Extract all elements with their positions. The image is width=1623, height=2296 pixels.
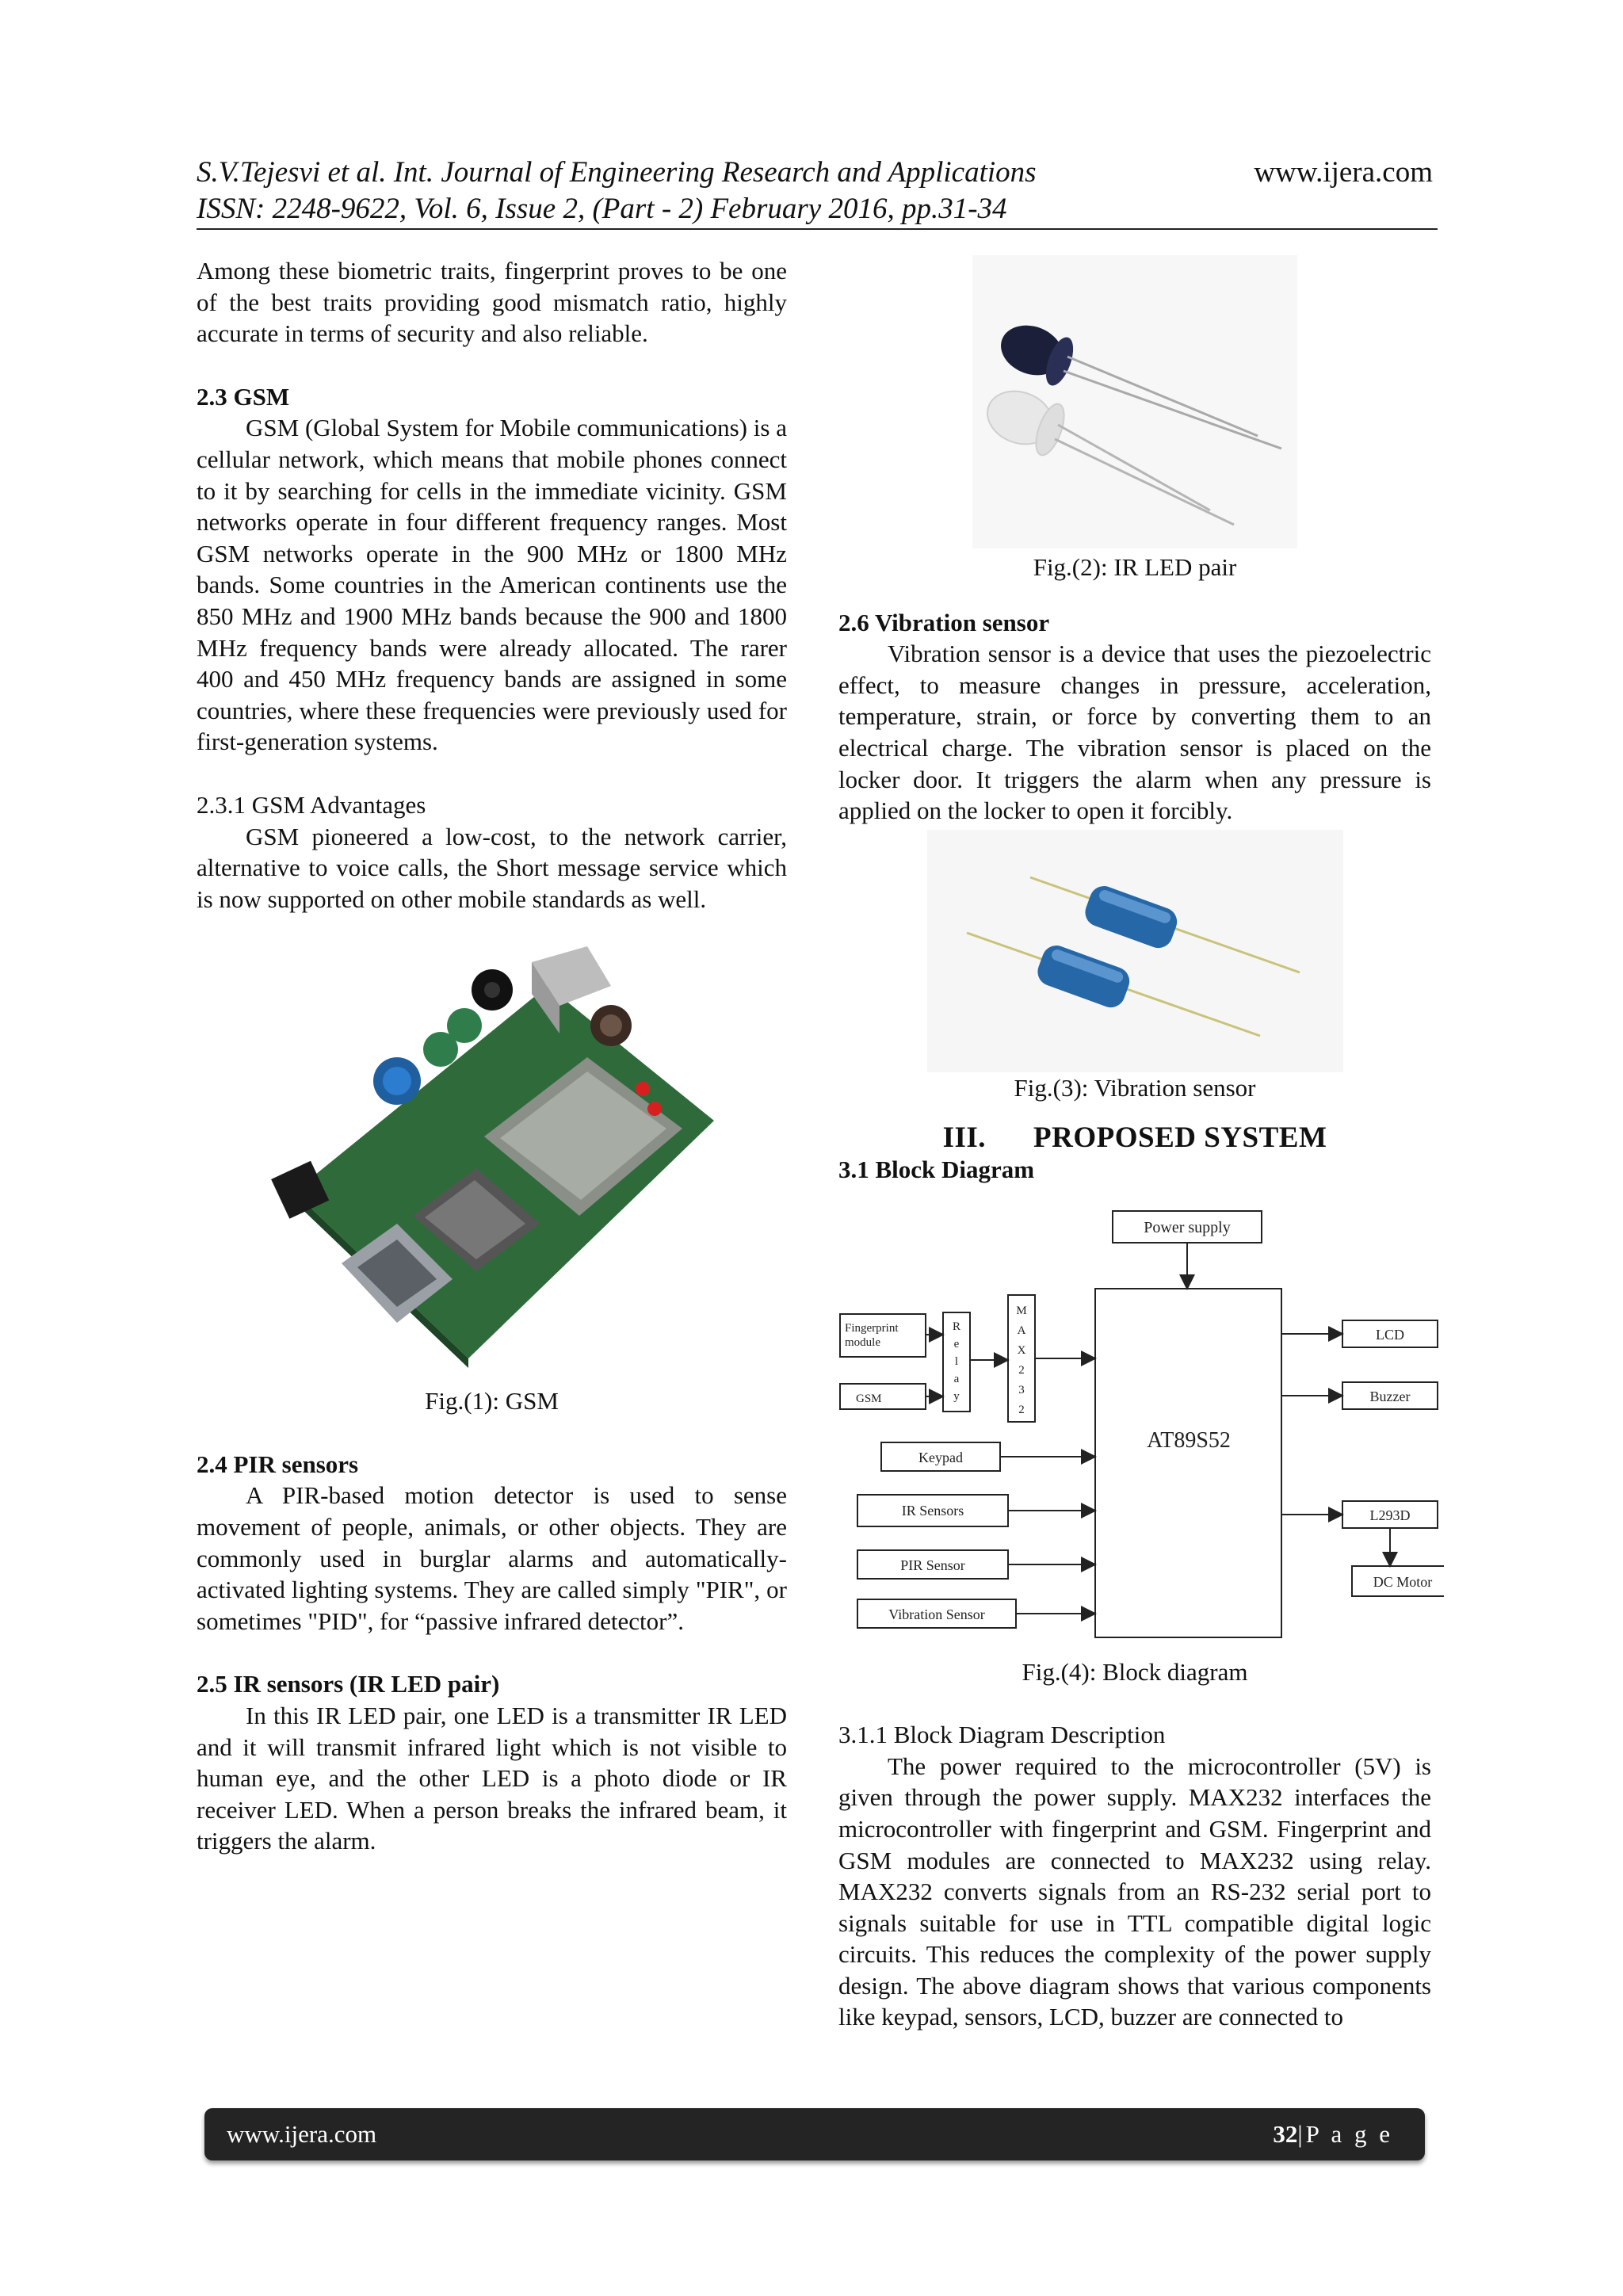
- block-diagram-description-paragraph: The power required to the microcontroller (5V) is given through the power supply. MAX232 interfaces the microcontroller with fingerprint and GSM. Fingerprint and GSM modules are connected to MAX232 using relay. MAX232 converts signals from an RS-232 serial port to signals suitable for use in TTL compatible digital logic circuits. This reduces the complexity of the power supply design. The above diagram shows that various components like keypad, sensors, LCD, buzzer are connected to: [838, 1752, 1431, 2031]
- section-number: III.: [942, 1121, 987, 1155]
- intro-paragraph: Among these biometric traits, fingerprint proves to be one of the best traits providing good mismatch ratio, highly accurate in terms of security and also reliable.: [197, 257, 787, 348]
- mcu-block: [1095, 1289, 1281, 1637]
- mcu-label: AT89S52: [1147, 1427, 1231, 1453]
- figure-block-diagram: [838, 1201, 1431, 1688]
- block-diagram-heading: 3.1 Block Diagram: [838, 1155, 1035, 1183]
- dc-motor-label: DC Motor: [1373, 1573, 1433, 1590]
- page-number: [1273, 2120, 1393, 2149]
- left-column: [197, 255, 787, 1857]
- page-num-value: 32: [1273, 2120, 1298, 2148]
- ir-heading: 2.5 IR sensors (IR LED pair): [197, 1670, 500, 1698]
- vibration-heading: 2.6 Vibration sensor: [838, 608, 1050, 636]
- buzzer-label: Buzzer: [1369, 1388, 1411, 1404]
- vibration-sensor-photo: [927, 830, 1343, 1072]
- issn-line: ISSN: 2248-9622, Vol. 6, Issue 2, (Part - 2) February 2016, pp.31-34: [197, 193, 1007, 225]
- header-url[interactable]: www.ijera.com: [1254, 156, 1433, 189]
- section-heading: [838, 1122, 1431, 1154]
- keypad-label: Keypad: [918, 1449, 963, 1465]
- lcd-label: LCD: [1376, 1326, 1404, 1343]
- fig3-caption: Fig.(3): Vibration sensor: [1014, 1073, 1256, 1102]
- gsm-label: GSM: [856, 1392, 882, 1405]
- journal-line: S.V.Tejesvi et al. Int. Journal of Engineering Research and Applications: [197, 156, 1037, 189]
- section-title: PROPOSED SYSTEM: [1033, 1121, 1327, 1155]
- fig1-caption: Fig.(1): GSM: [425, 1387, 559, 1415]
- power-supply-label: Power supply: [1144, 1218, 1231, 1236]
- right-column: [838, 255, 1431, 2033]
- vibration-paragraph: Vibration sensor is a device that uses the piezoelectric effect, to measure changes in pressure, acceleration, temperature, strain, or force by converting them to an electrical charge. The vibration sensor is placed on the locker door. It triggers the alarm when any pressure is applied on the locker to open it forcibly.: [838, 640, 1431, 825]
- ir-paragraph: In this IR LED pair, one LED is a transmitter IR LED and it will transmit infrared light which is not visible to human eye, and the other LED is a photo diode or IR receiver LED. When a person breaks the infrared beam, it triggers the alarm.: [197, 1702, 787, 1855]
- header-rule: [197, 228, 1438, 230]
- max232-label: M A X 2 3 2: [1016, 1304, 1027, 1416]
- gsm-advantages-paragraph: GSM pioneered a low-cost, to the network carrier, alternative to voice calls, the Short message service which is now supported on other mobile standards as well.: [197, 822, 787, 913]
- figure-vibration-sensor: [838, 830, 1431, 1104]
- gsm-heading: 2.3 GSM: [197, 382, 290, 411]
- figure-gsm: [197, 930, 787, 1417]
- pir-sensor-label: PIR Sensor: [900, 1557, 965, 1573]
- pir-heading: 2.4 PIR sensors: [197, 1450, 359, 1478]
- fig2-caption: Fig.(2): IR LED pair: [1033, 553, 1237, 581]
- ir-led-photo: [972, 255, 1297, 548]
- gsm-paragraph: GSM (Global System for Mobile communications) is a cellular network, which means that mobile phones connect to it by searching for cells in the immediate vicinity. GSM networks operate in four different frequency ranges. Most GSM networks operate in the 900 MHz or 1800 MHz bands. Some countries in the American continents use the 850 MHz and 1900 MHz bands because the 900 and 1800 MHz frequency bands were already allocated. The rarer 400 and 450 MHz frequency bands are assigned in some countries, where these frequencies were previously used for first-generation systems.: [197, 414, 787, 756]
- running-header: [197, 155, 1433, 227]
- block-diagram-description-heading: 3.1.1 Block Diagram Description: [838, 1721, 1166, 1749]
- gsm-module-photo: [270, 930, 714, 1374]
- gsm-advantages-heading: 2.3.1 GSM Advantages: [197, 790, 426, 819]
- fingerprint-label-2: module: [845, 1335, 880, 1349]
- vibration-sensor-label: Vibration Sensor: [888, 1606, 985, 1622]
- page-footer: [204, 2108, 1425, 2160]
- fingerprint-label-1: Fingerprint: [845, 1321, 899, 1335]
- fingerprint-block: [840, 1314, 926, 1357]
- footer-url[interactable]: www.ijera.com: [227, 2120, 377, 2148]
- ir-sensors-label: IR Sensors: [901, 1502, 964, 1519]
- relay-label: R e l a y: [952, 1320, 961, 1403]
- figure-ir-led: [838, 255, 1431, 583]
- block-diagram: [818, 1201, 1444, 1645]
- pir-paragraph: A PIR-based motion detector is used to sense movement of people, animals, or other objects. They are commonly used in burglar alarms and automatically-activated lighting systems. They are called simply "PIR", or sometimes "PID", for “passive infrared detector”.: [197, 1481, 787, 1635]
- page-word: |P a g e: [1297, 2120, 1393, 2148]
- gsm-block: [840, 1384, 926, 1409]
- l293d-label: L293D: [1369, 1507, 1411, 1523]
- fig4-caption: Fig.(4): Block diagram: [1022, 1657, 1248, 1686]
